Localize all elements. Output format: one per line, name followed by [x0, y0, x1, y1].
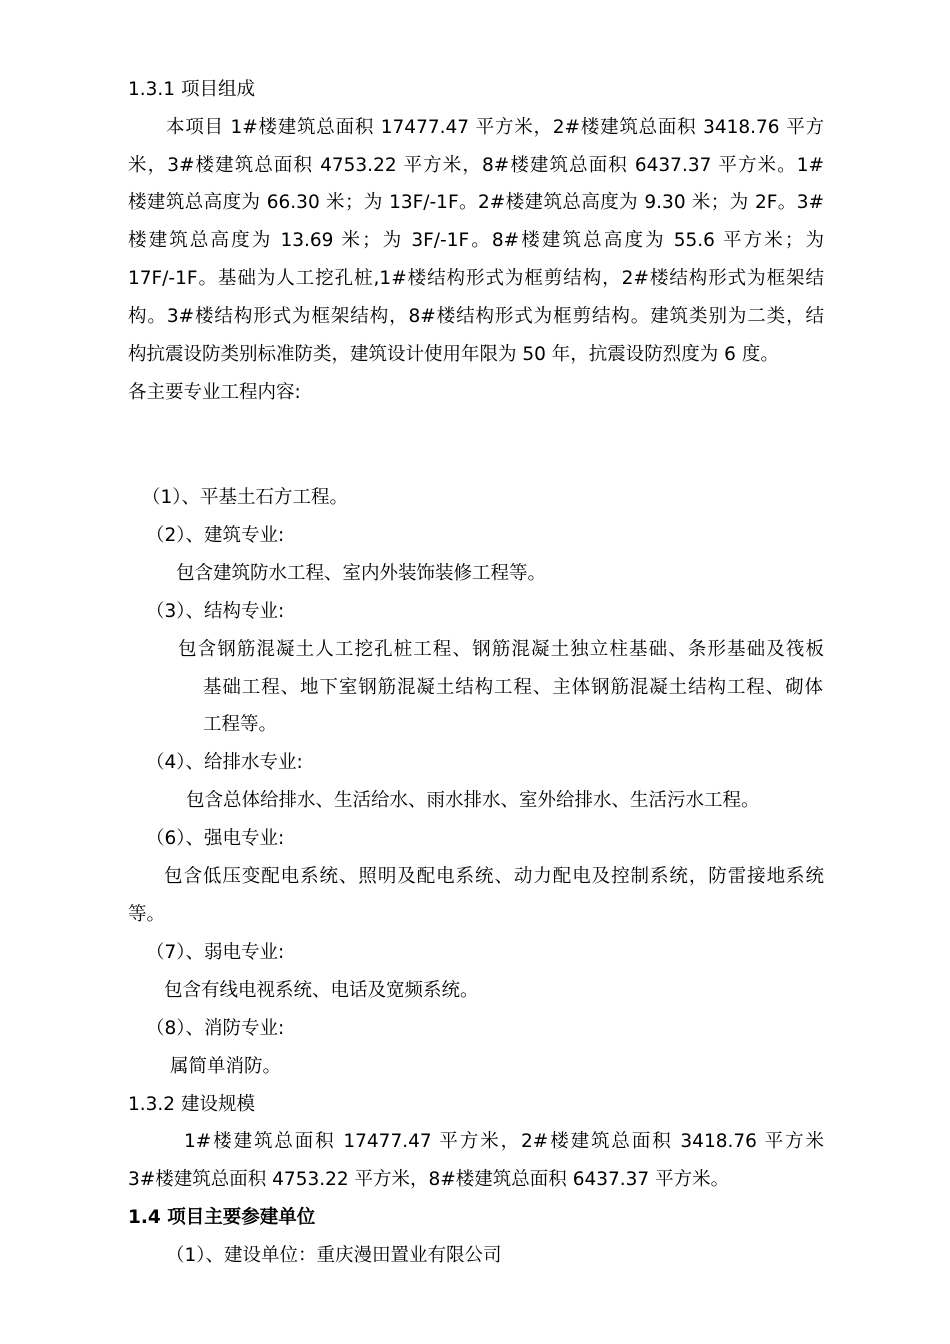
item-6: （6）、强电专业: — [146, 828, 285, 849]
paragraph-line-4: 楼建筑总高度为 13.69 米；为 3F/-1F。8#楼建筑总高度为 55.6 平方米；为 — [128, 230, 824, 251]
item-6-body-line-1: 包含低压变配电系统、照明及配电系统、动力配电及控制系统，防雷接地系统 — [164, 866, 824, 887]
paragraph-line-2: 米，3#楼建筑总面积 4753.22 平方米，8#楼建筑总面积 6437.37 平方米。1# — [128, 155, 824, 176]
item-3-body-line-2: 基础工程、地下室钢筋混凝土结构工程、主体钢筋混凝土结构工程、砌体 — [203, 677, 823, 698]
item-7: （7）、弱电专业: — [146, 942, 285, 963]
item-4-body: 包含总体给排水、生活给水、雨水排水、室外给排水、生活污水工程。 — [186, 790, 760, 811]
section-heading-1-3-1: 1.3.1 项目组成 — [128, 79, 255, 100]
subheading-content: 各主要专业工程内容: — [128, 382, 301, 403]
item-4: （4）、给排水专业: — [146, 752, 303, 773]
paragraph-line-5: 17F/-1F。基础为人工挖孔桩,1#楼结构形式为框剪结构，2#楼结构形式为框架结 — [128, 268, 824, 289]
scale-line-1: 1#楼建筑总面积 17477.47 平方米，2#楼建筑总面积 3418.76 平方米 — [184, 1131, 824, 1152]
scale-line-2: 3#楼建筑总面积 4753.22 平方米，8#楼建筑总面积 6437.37 平方米。 — [128, 1169, 730, 1190]
section-heading-1-4: 1.4 项目主要参建单位 — [128, 1207, 316, 1228]
item-6-body-line-2: 等。 — [128, 904, 166, 925]
item-2: （2）、建筑专业: — [146, 525, 285, 546]
item-3-body-line-3: 工程等。 — [203, 714, 278, 735]
paragraph-line-7: 构抗震设防类别标准防类，建筑设计使用年限为 50 年，抗震设防烈度为 6 度。 — [128, 344, 779, 365]
item-8-body: 属简单消防。 — [170, 1056, 282, 1077]
paragraph-line-1: 本项目 1#楼建筑总面积 17477.47 平方米，2#楼建筑总面积 3418.76 平方 — [166, 117, 824, 138]
participant-item-1: （1）、建设单位：重庆漫田置业有限公司 — [166, 1245, 502, 1266]
paragraph-line-6: 构。3#楼结构形式为框架结构，8#楼结构形式为框剪结构。建筑类别为二类，结 — [128, 306, 824, 327]
item-7-body: 包含有线电视系统、电话及宽频系统。 — [164, 980, 479, 1001]
item-2-body: 包含建筑防水工程、室内外装饰装修工程等。 — [176, 563, 547, 584]
item-1: （1）、平基土石方工程。 — [142, 487, 349, 508]
item-3-body-line-1: 包含钢筋混凝土人工挖孔桩工程、钢筋混凝土独立柱基础、条形基础及筏板 — [178, 639, 824, 660]
item-3: （3）、结构专业: — [146, 601, 285, 622]
item-8: （8）、消防专业: — [146, 1018, 285, 1039]
section-heading-1-3-2: 1.3.2 建设规模 — [128, 1094, 255, 1115]
paragraph-line-3: 楼建筑总高度为 66.30 米；为 13F/-1F。2#楼建筑总高度为 9.30 米；为 2F。3# — [128, 192, 824, 213]
